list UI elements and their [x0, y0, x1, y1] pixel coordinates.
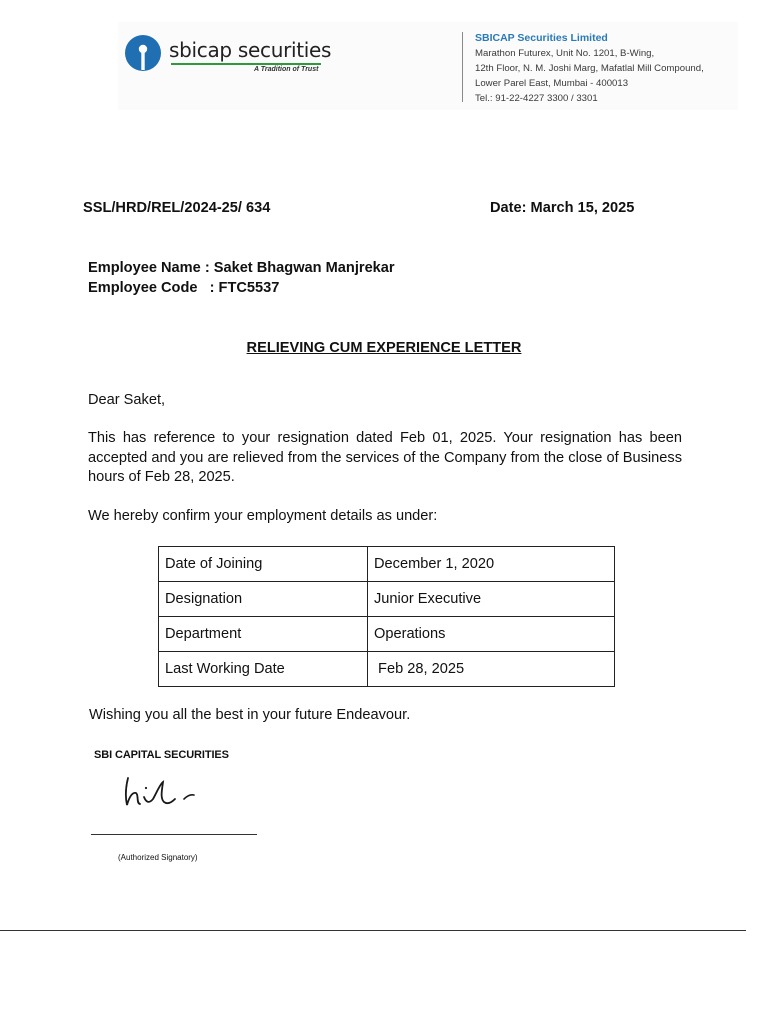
- logo-underline: [171, 63, 321, 65]
- detail-value: December 1, 2020: [368, 547, 615, 582]
- employee-name-value: : Saket Bhagwan Manjrekar: [204, 260, 395, 276]
- address-line: Marathon Futurex, Unit No. 1201, B-Wing,: [475, 48, 655, 59]
- salutation: Dear Saket,: [88, 392, 166, 408]
- phone-line: Tel.: 91-22-4227 3300 / 3301: [475, 93, 598, 104]
- table-row: [159, 547, 615, 582]
- footer-rule: [0, 930, 746, 931]
- detail-label: Last Working Date: [159, 652, 368, 687]
- address-line: 12th Floor, N. M. Joshi Marg, Mafatlal Mill Compound,: [475, 63, 704, 74]
- reference-number: SSL/HRD/REL/2024-25/ 634: [83, 200, 271, 216]
- letter-subject: RELIEVING CUM EXPERIENCE LETTER: [246, 340, 522, 356]
- signing-company: SBI CAPITAL SECURITIES: [94, 749, 229, 761]
- detail-label: Department: [159, 617, 368, 652]
- table-row: [159, 582, 615, 617]
- detail-label: Date of Joining: [159, 547, 368, 582]
- body-paragraph-resignation: This has reference to your resignation dated Feb 01, 2025. Your resignation has been accepted and you are relieved from the services of the Company from the close of Business hours of Feb 28, 2025.: [88, 430, 682, 485]
- employee-name-label: Employee Name: [88, 260, 201, 276]
- handwritten-signature: [118, 772, 208, 812]
- employment-details-table: [158, 546, 615, 687]
- employee-name-row: [88, 258, 395, 278]
- logo-wordmark: sbicap securities: [169, 38, 332, 62]
- employee-code-row: [88, 278, 279, 298]
- company-logo: [124, 32, 332, 82]
- table-row: [159, 652, 615, 687]
- letterhead: [118, 22, 738, 110]
- employee-code-value: : FTC5537: [209, 280, 280, 296]
- signatory-caption: (Authorized Signatory): [118, 853, 198, 862]
- company-name: SBICAP Securities Limited: [475, 32, 608, 44]
- logo-tagline: A Tradition of Trust: [254, 66, 319, 73]
- signature-line: [91, 834, 257, 835]
- letter-date: Date: March 15, 2025: [490, 200, 635, 216]
- detail-label: Designation: [159, 582, 368, 617]
- detail-value: Feb 28, 2025: [368, 652, 615, 687]
- company-address: [475, 31, 745, 106]
- employee-code-label: Employee Code: [88, 280, 198, 296]
- table-row: [159, 617, 615, 652]
- body-paragraph-confirmation: We hereby confirm your employment details as under:: [88, 508, 438, 524]
- address-line: Lower Parel East, Mumbai - 400013: [475, 78, 629, 89]
- detail-value: Junior Executive: [368, 582, 615, 617]
- sbi-logo-icon: [124, 34, 162, 72]
- detail-value: Operations: [368, 617, 615, 652]
- closing-line: Wishing you all the best in your future Endeavour.: [89, 707, 411, 723]
- letterhead-divider: [462, 32, 463, 102]
